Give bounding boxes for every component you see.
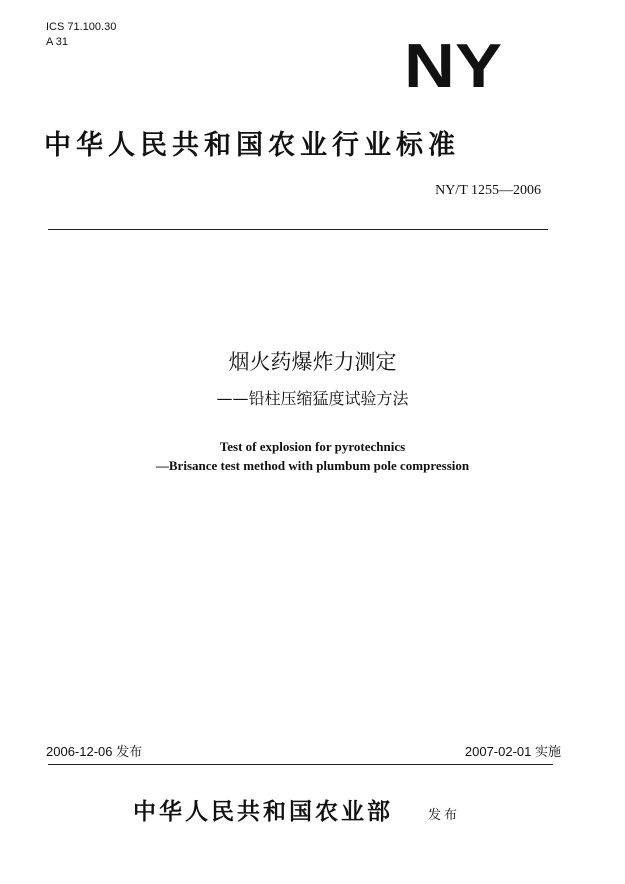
ny-logo	[403, 33, 503, 93]
classification-codes	[46, 20, 116, 50]
header-divider	[48, 229, 548, 230]
footer-divider	[48, 764, 553, 765]
standard-title: 中华人民共和国农业行业标准	[44, 130, 460, 161]
title-en-line1: Test of explosion for pyrotechnics	[219, 439, 406, 454]
issuer: 中华人民共和国农业部	[133, 798, 393, 825]
ics-code: ICS 71.100.30	[46, 21, 117, 33]
issuer-suffix: 发布	[428, 808, 461, 823]
title-en-line2: —Brisance test method with plumbum pole compression	[155, 458, 470, 473]
logo-text: NY	[404, 33, 502, 93]
standard-code: NY/T 1255—2006	[435, 183, 541, 198]
effective-date: 2007-02-01 实施	[464, 744, 561, 759]
release-date: 2006-12-06 发布	[46, 744, 143, 759]
document-subtitle-zh: ——铅柱压缩猛度试验方法	[216, 389, 409, 408]
document-title-en	[0, 437, 625, 475]
document-title-zh: 烟火药爆炸力测定	[228, 350, 397, 374]
class-code: A 31	[46, 36, 69, 48]
